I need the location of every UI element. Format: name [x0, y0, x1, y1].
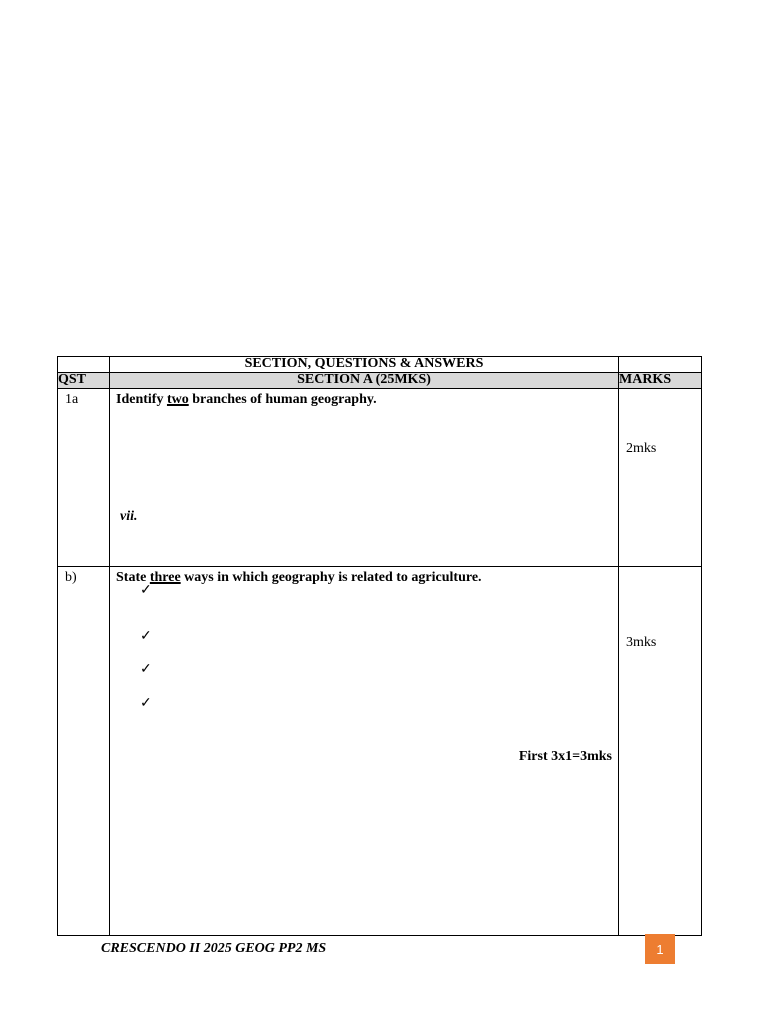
- scoring-note: First 3x1=3mks: [518, 749, 612, 764]
- marks-value: 2mks: [626, 441, 657, 456]
- question-number: b): [58, 567, 110, 936]
- table-title-row: [58, 357, 702, 373]
- check-icon: ✓: [140, 629, 152, 644]
- underlined-word: two: [166, 392, 189, 407]
- roman-numeral-item: vii.: [120, 509, 138, 524]
- page-number-badge: 1: [645, 934, 675, 964]
- table-row-1b: [58, 567, 702, 936]
- marks-cell: [619, 567, 702, 936]
- question-text: Identify two branches of human geography.: [116, 392, 377, 407]
- table-row-1a: [58, 389, 702, 567]
- header-marks: MARKS: [619, 373, 702, 389]
- check-icon: ✓: [140, 662, 152, 677]
- title-right-cell: [619, 357, 702, 373]
- table-title: SECTION, QUESTIONS & ANSWERS: [110, 357, 619, 373]
- underlined-word: three: [149, 570, 181, 585]
- marking-scheme-table: [57, 356, 702, 936]
- question-text: State three ways in which geography is related to agriculture.: [116, 570, 482, 585]
- table-header-row: [58, 373, 702, 389]
- question-cell: [110, 389, 619, 567]
- title-left-cell: [58, 357, 110, 373]
- question-cell: [110, 567, 619, 936]
- question-number: 1a: [58, 389, 110, 567]
- header-section: SECTION A (25MKS): [110, 373, 619, 389]
- check-icon: ✓: [140, 696, 152, 711]
- marks-cell: [619, 389, 702, 567]
- footer-title: CRESCENDO II 2025 GEOG PP2 MS: [101, 941, 327, 956]
- marks-value: 3mks: [626, 635, 657, 650]
- check-icon: ✓: [140, 583, 152, 598]
- header-qst: QST: [58, 373, 110, 389]
